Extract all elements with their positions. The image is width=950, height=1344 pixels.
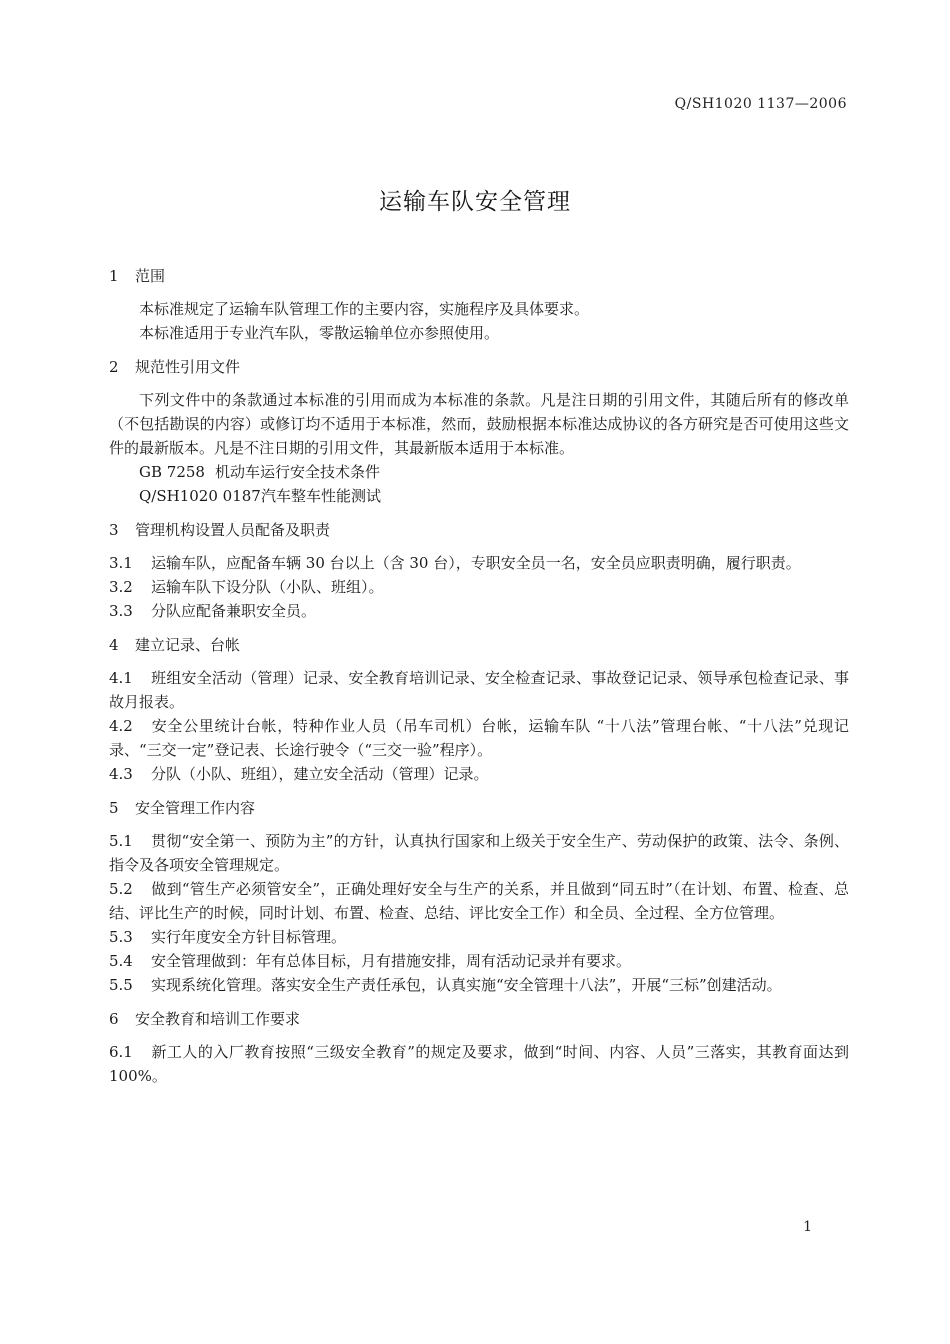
section-title: 范围 [135,267,166,285]
section-title: 安全管理工作内容 [135,799,256,817]
clause-number: 4.3 [109,765,133,783]
section-number: 6 [109,1010,119,1028]
clause [109,666,849,714]
document-body [109,264,849,1088]
clause [109,762,849,786]
clause-text: 实现系统化管理。落实安全生产责任承包，认真实施“安全管理十八法”，开展“三标”创建活动。 [151,976,782,994]
paragraph: 本标准规定了运输车队管理工作的主要内容，实施程序及具体要求。 [139,300,590,318]
clause [109,575,849,599]
clause-text: 安全公里统计台帐，特种作业人员（吊车司机）台帐，运输车队 “十八法”管理台帐、“十八法”兑现记录、“三交一定”登记表、长途行驶令（“三交一验”程序）。 [109,717,849,759]
clause [109,1040,849,1088]
clause-number: 3.2 [109,578,133,596]
paragraph: 下列文件中的条款通过本标准的引用而成为本标准的条款。凡是注日期的引用文件，其随后所有的修改单（不包括勘误的内容）或修订均不适用于本标准，然而，鼓励根据本标准达成协议的各方研究是否可使用这些文件的最新版本。凡是不注日期的引用文件，其最新版本适用于本标准。 [109,391,849,457]
clause-text: 实行年度安全方针目标管理。 [151,928,347,946]
clause [109,949,849,973]
section-heading [109,355,849,379]
clause-number: 4.2 [109,717,133,735]
section-title: 管理机构设置人员配备及职责 [135,521,331,539]
document-title: 运输车队安全管理 [379,189,571,215]
clause-number: 4.1 [109,669,133,687]
clause [109,925,849,949]
section-heading [109,264,849,288]
section-number: 3 [109,521,119,539]
reference-code: Q/SH1020 0187 [139,487,261,505]
reference-title: 机动车运行安全技术条件 [215,463,381,481]
clause [109,973,849,997]
section-title: 建立记录、台帐 [135,636,241,654]
clause-number: 5.1 [109,832,133,850]
section-heading [109,1007,849,1031]
clause-text: 贯彻“安全第一、预防为主”的方针，认真执行国家和上级关于安全生产、劳动保护的政策、法令、条例、指令及各项安全管理规定。 [109,832,849,874]
document-code: Q/SH1020 1137—2006 [674,96,847,112]
clause-number: 5.3 [109,928,133,946]
clause [109,714,849,762]
clause-text: 做到“管生产必须管安全”，正确处理好安全与生产的关系，并且做到“同五时”（在计划、布置、检查、总结、评比生产的时候，同时计划、布置、检查、总结、评比安全工作）和全员、全过程、全方位管理。 [109,880,849,922]
section-heading [109,518,849,542]
section-heading [109,796,849,820]
clause-text: 安全管理做到：年有总体目标，月有措施安排，周有活动记录并有要求。 [151,952,632,970]
clause-text: 分队（小队、班组），建立安全活动（管理）记录。 [151,765,489,783]
section-number: 5 [109,799,119,817]
clause-text: 分队应配备兼职安全员。 [151,602,317,620]
clause-number: 6.1 [109,1043,133,1061]
reference-code: GB 7258 [139,463,205,481]
section-title: 规范性引用文件 [135,358,241,376]
clause-number: 5.2 [109,880,133,898]
reference-item [109,484,849,508]
section-number: 1 [109,267,119,285]
clause-text: 运输车队，应配备车辆 30 台以上（含 30 台），专职安全员一名，安全员应职责明确，履行职责。 [151,554,801,572]
clause-text: 新工人的入厂教育按照“三级安全教育”的规定及要求，做到“时间、内容、人员”三落实，其教育面达到 100%。 [109,1043,849,1085]
page-number: 1 [803,1219,812,1235]
clause-text: 运输车队下设分队（小队、班组）。 [151,578,384,596]
clause [109,829,849,877]
clause [109,877,849,925]
clause-text: 班组安全活动（管理）记录、安全教育培训记录、安全检查记录、事故登记记录、领导承包检查记录、事故月报表。 [109,669,849,711]
clause [109,599,849,623]
section-heading [109,633,849,657]
clause [109,551,849,575]
clause-number: 3.3 [109,602,133,620]
clause-number: 5.5 [109,976,133,994]
reference-item [109,460,849,484]
section-title: 安全教育和培训工作要求 [135,1010,301,1028]
section-number: 2 [109,358,119,376]
reference-title: 汽车整车性能测试 [261,487,382,505]
paragraph: 本标准适用于专业汽车队，零散运输单位亦参照使用。 [139,324,500,342]
section-number: 4 [109,636,119,654]
clause-number: 3.1 [109,554,133,572]
clause-number: 5.4 [109,952,133,970]
